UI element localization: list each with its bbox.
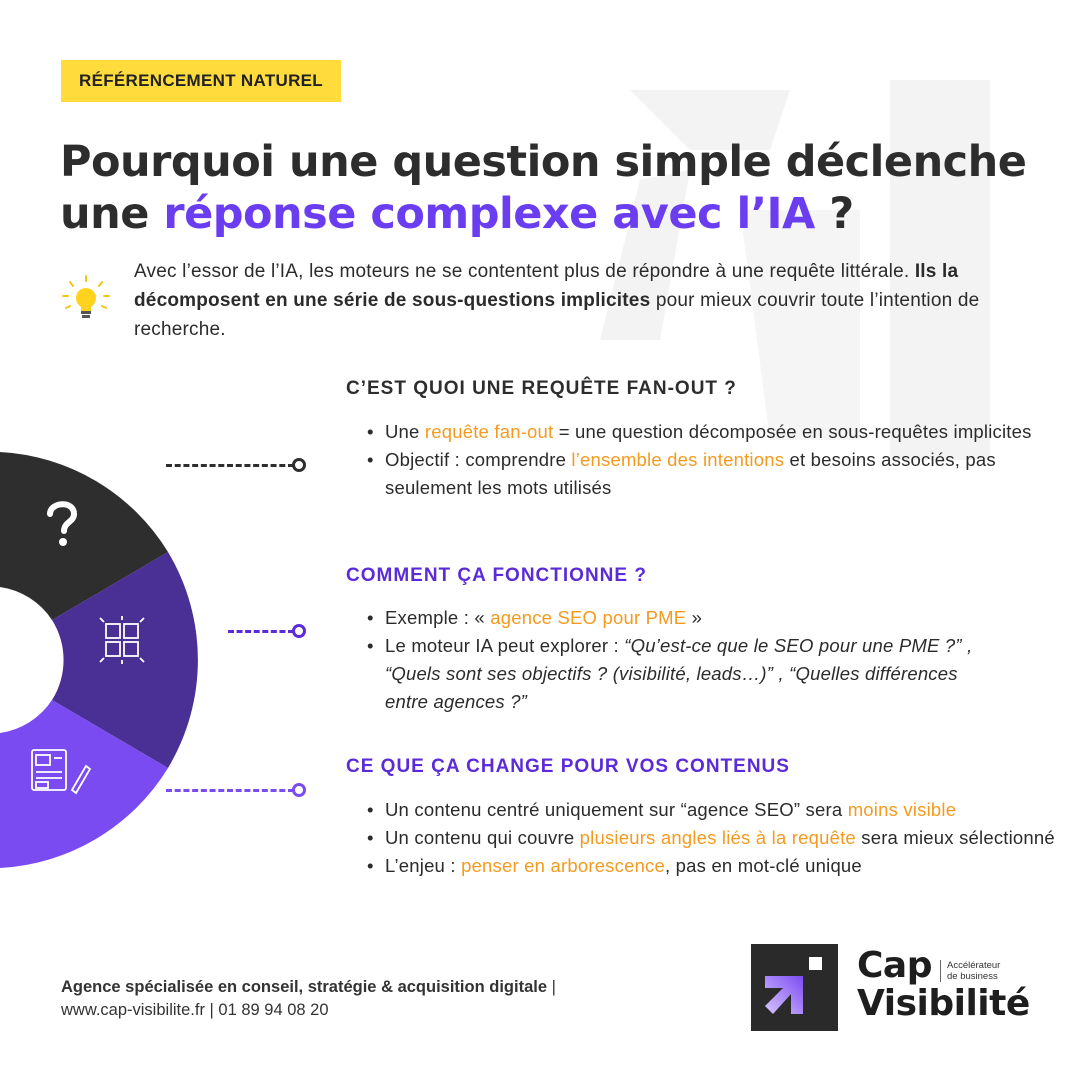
page-title [60,136,1070,240]
intro-paragraph [134,257,1014,344]
title-highlight: réponse complexe avec l’IA [163,189,815,239]
intro-bold: Ils la décomposent en une série de sous-questions implicites [134,261,959,311]
section-title-impact: CE QUE ÇA CHANGE POUR VOS CONTENUS [346,756,790,777]
connector-3 [166,782,306,798]
list-item: • Une requête fan-out = une question décomposée en sous-requêtes implicites [363,418,1063,446]
list-item: • L’enjeu : penser en arborescence, pas en mot-clé unique [363,852,1075,880]
logo-tagline-line-1: Accélérateur [947,960,1001,971]
logo-wordmark [857,947,1030,1023]
section-how-list [363,604,1063,716]
list-item: • Un contenu qui couvre plusieurs angles liés à la requête sera mieux sélectionné [363,824,1075,852]
list-item: • Le moteur IA peut explorer : “Qu’est-ce que le SEO pour une PME ?” , “Quels sont ses objectifs ? (visibilité, leads…)” , “Quelles différences entre agences ?” [363,632,1003,716]
connector-2 [228,623,306,639]
title-line-1: Pourquoi une question simple déclenche [60,137,1027,187]
title-line-2-end: ? [814,189,854,239]
footer-separator: | [547,978,556,996]
intro-text-2: pour mieux couvrir toute l’intention de recherche. [134,290,980,340]
section-impact-list [363,796,1075,880]
list-item: • Un contenu centré uniquement sur “agence SEO” sera moins visible [363,796,1075,824]
intro-text-1: Avec l’essor de l’IA, les moteurs ne se contentent plus de répondre à une requête littérale. [134,261,915,282]
section-title-how: COMMENT ÇA FONCTIONNE ? [346,565,647,586]
fanout-donut [0,440,210,880]
list-item: • Objectif : comprendre l’ensemble des intentions et besoins associés, pas seulement les mots utilisés [363,446,1063,502]
section-fanout-list [363,418,1063,502]
title-line-2-start: une [60,189,164,239]
category-tag: RÉFÉRENCEMENT NATUREL [61,60,341,102]
logo-name-line-1: Cap [857,945,932,986]
section-title-fanout: C’EST QUOI UNE REQUÊTE FAN-OUT ? [346,378,737,399]
logo-tagline-line-2: de business [947,971,998,982]
cap-visibilite-logo-icon [751,944,838,1031]
connector-1 [166,457,306,473]
lightbulb-icon [60,274,112,326]
logo-name-line-2: Visibilité [857,983,1030,1024]
footer-agency-description [61,978,556,997]
list-item: • Exemple : « agence SEO pour PME » [363,604,1063,632]
logo-tagline [940,960,1000,982]
footer-contact[interactable]: www.cap-visibilite.fr | 01 89 94 08 20 [61,1001,329,1019]
footer-agency-text: Agence spécialisée en conseil, stratégie & acquisition digitale [61,978,548,996]
